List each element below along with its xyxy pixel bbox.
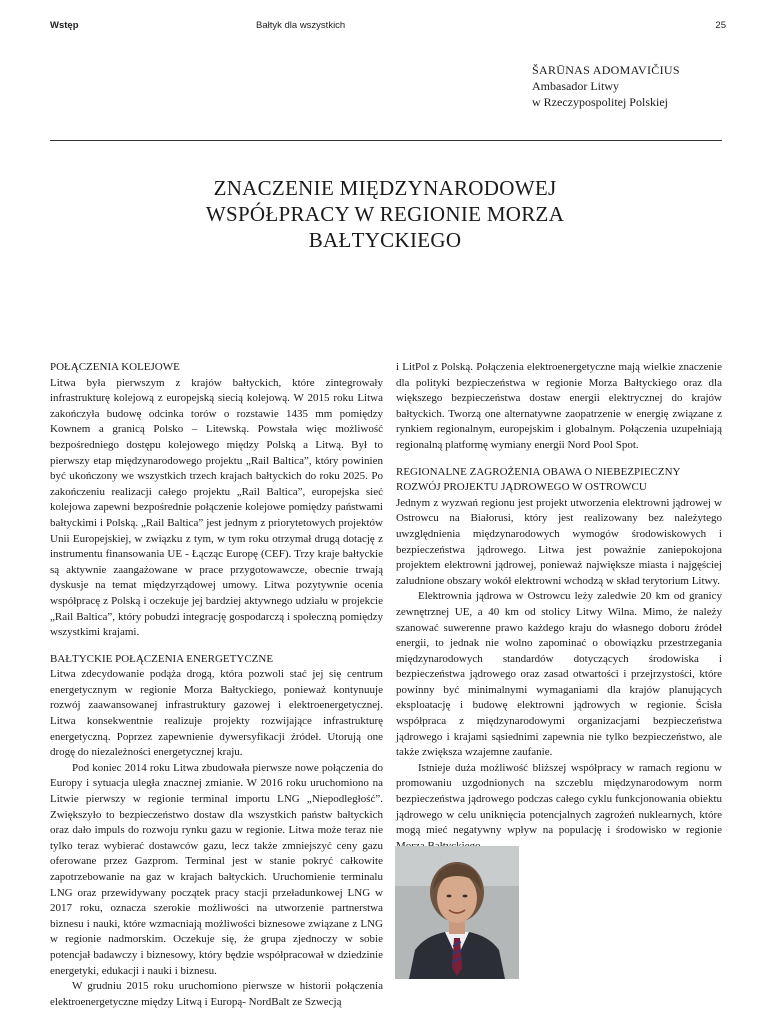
section-heading-energy: BAŁTYCKIE POŁĄCZENIA ENERGETYCZNE: [50, 652, 274, 665]
paragraph: Pod koniec 2014 roku Litwa zbudowała pierwsze nowe połączenia do Europy i sytuacja uległa znacznej zmianie. W 2016 roku uruchomiono na Litwie pierwszy w regionie terminal importu LNG „Niepodległość”. Zwiększyło to bezpieczeństwo dostaw dla wszystkich państw bałtyckich oraz dało impuls do rozwoju rynku gazu w regionie. Litwa może teraz nie tylko teraz wybierać dostawców gazu, lecz także zmniejszyć ceny gazu oferowane przez Gazprom. Terminal jest w stanie pokryć całkowite zapotrzebowanie na gaz w krajach bałtyckich. Uruchomienie terminalu LNG oraz przewidywany początek pracy stacji przeładunkowej LNG w 2017 roku, oznacza szerokie możliwości na utworzenie partnerstwa biznesu i nauki, które wzmacniają możliwości biznesowe związane z LNG w regionie nadmorskim. Oczekuje się, że grupa zjednoczy w sobie potencjał badawczy i biznesowy, który będzie współpracował w dziedzinie energetyki, edukacji i nauki i biznesu.: [50, 761, 383, 977]
horizontal-divider: [50, 140, 722, 141]
author-portrait-photo: [395, 846, 519, 979]
text-column-right: [396, 360, 722, 854]
author-name: ŠARŪNAS ADOMAVIČIUS: [532, 63, 680, 77]
author-block: [532, 62, 680, 110]
author-role-line1: Ambasador Litwy: [532, 79, 619, 93]
paragraph-continued: i LitPol z Polską. Połączenia elektroenergetyczne mają wielkie znaczenie dla polityki bezpieczeństwa w regionie Morza Bałtyckiego oraz dla większego bezpieczeństwa dostaw energii elektrycznej do krajów bałtyckich. Tworzą one alternatywne zaopatrzenie w energię związane z rynkiem regionalnym, europejskim i globalnym. Połączenia uzupełniają regionalną platformę wymiany energii Nord Pool Spot.: [396, 361, 722, 451]
section-heading-rail: POŁĄCZENIA KOLEJOWE: [50, 361, 180, 373]
article-title: [160, 175, 610, 253]
paragraph: Jednym z wyzwań regionu jest projekt utworzenia elektrowni jądrowej w Ostrowcu na Białorusi, który jest realizowany bez należytego uwzględnienia międzynarodowych wymogów środowiskowych i bezpieczeństwa jądrowego. Litwa jest poważnie zaniepokojona projektem elektrowni jądrowej, ponieważ największe miasta i najgęściej zaludnione obszary wokół elektrowni wchodzą w skład terytorium Litwy.: [396, 496, 722, 587]
title-line-3: BAŁTYCKIEGO: [308, 228, 462, 252]
paragraph: Litwa zdecydowanie podąża drogą, która pozwoli stać jej się centrum energetycznym w regionie Morza Bałtyckiego, ponieważ kontynuuje rozwój zaawansowanej infrastruktury gazowej i elektroenergetycznej. Litwa konsekwentnie realizuje projekty rozwijające infrastrukturę energetyczną. Poprzez zapewnienie dywersyfikacji źródeł. Utorują one drogę do niezależności energetycznej kraju.: [50, 668, 383, 759]
page-number: 25: [715, 20, 726, 31]
paragraph: Elektrownia jądrowa w Ostrowcu leży zaledwie 20 km od granicy zewnętrznej UE, a 40 km od stolicy Litwy Wilna. Mimo, że należy szanować suwerenne prawo każdego kraju do własnego doboru źródeł energii, to jednak nie wolno zapominać o obowiązku przestrzegania międzynarodowych standardów dotyczących środowiska i bezpieczeństwa jądrowego oraz zasad otwartości i przejrzystości, które powinny być minimalnymi wymaganiami dla krajów planujących eksploatację i budowę elektrowni jądrowych w regionie. Ścisła współpraca z międzynarodowymi organizacjami bezpieczeństwa jądrowego i krajami sąsiednimi zapewnia nie tylko bezpieczeństwo, ale także zwiększa wzajemne zaufanie.: [396, 590, 722, 759]
author-role-line2: w Rzeczypospolitej Polskiej: [532, 95, 668, 109]
portrait-illustration: [395, 846, 519, 979]
paragraph: W grudniu 2015 roku uruchomiono pierwsze w historii połączenia elektroenergetyczne między Litwą i Europą- NordBalt ze Szwecją: [50, 980, 383, 1008]
paragraph: Litwa była pierwszym z krajów bałtyckich, które zintegrowały infrastrukturę kolejową z europejską siecią kolejową. W 2015 roku Litwa zakończyła budowę odcinka torów o rozstawie 1435 mm pomiędzy Kownem a granicą Polsko – Litewską. Powstała więc możliwość bezpośredniego dostępu kolejowego między Polską a Litwą. Był to pierwszy etap międzynarodowego projektu „Rail Baltica”, który powinien być ukończony we wszystkich trzech krajach bałtyckich do roku 2025. Po zakończeniu realizacji całego projektu „Rail Baltica”, europejska sieć kolejowa zapewni bezpośrednie połączenie kolejowe pomiędzy państwami bałtyckimi i Polską. „Rail Baltica” jest jednym z priorytetowych projektów Unii Europejskiej, w związku z tym, w tym roku otrzymał drugą dotację z instrumentu finansowania UE - Łącząc Europę (CEF). Trzy kraje bałtyckie są aktywnie zaangażowane w prace przygotowawcze, obecnie trwają dyskusje na temat międzyrządowej umowy. Litwa pozytywnie ocenia współpracę z Polską i oczekuje jej bardziej aktywnego udziału w projekcie „Rail Baltica”, który pobudzi integrację gospodarczą i społeczną pomiędzy wszystkimi krajami.: [50, 376, 383, 639]
header-section-label: Wstęp: [50, 20, 79, 31]
header-publication-title: Bałtyk dla wszystkich: [256, 20, 346, 31]
section-heading-nuclear-line2: ROZWÓJ PROJEKTU JĄDROWEGO W OSTROWCU: [396, 481, 647, 494]
text-column-left: [50, 360, 383, 1010]
paragraph: Istnieje duża możliwość bliższej współpracy w ramach regionu w promowaniu uzgodnionych na szczeblu międzynarodowym norm bezpieczeństwa jądrowego podczas całego cyklu funkcjonowania obiektu jądrowego w celu uniknięcia potencjalnych zagrożeń nuklearnych, które mogą mieć negatywny wpływ na populację i środowisko w regionie: [396, 761, 722, 837]
section-heading-nuclear-line1: REGIONALNE ZAGROŻENIA OBAWA O NIEBEZPIECZNY: [396, 465, 681, 478]
title-line-2: WSPÓŁPRACY W REGIONIE MORZA: [205, 202, 565, 226]
title-line-1: ZNACZENIE MIĘDZYNARODOWEJ: [213, 176, 557, 200]
